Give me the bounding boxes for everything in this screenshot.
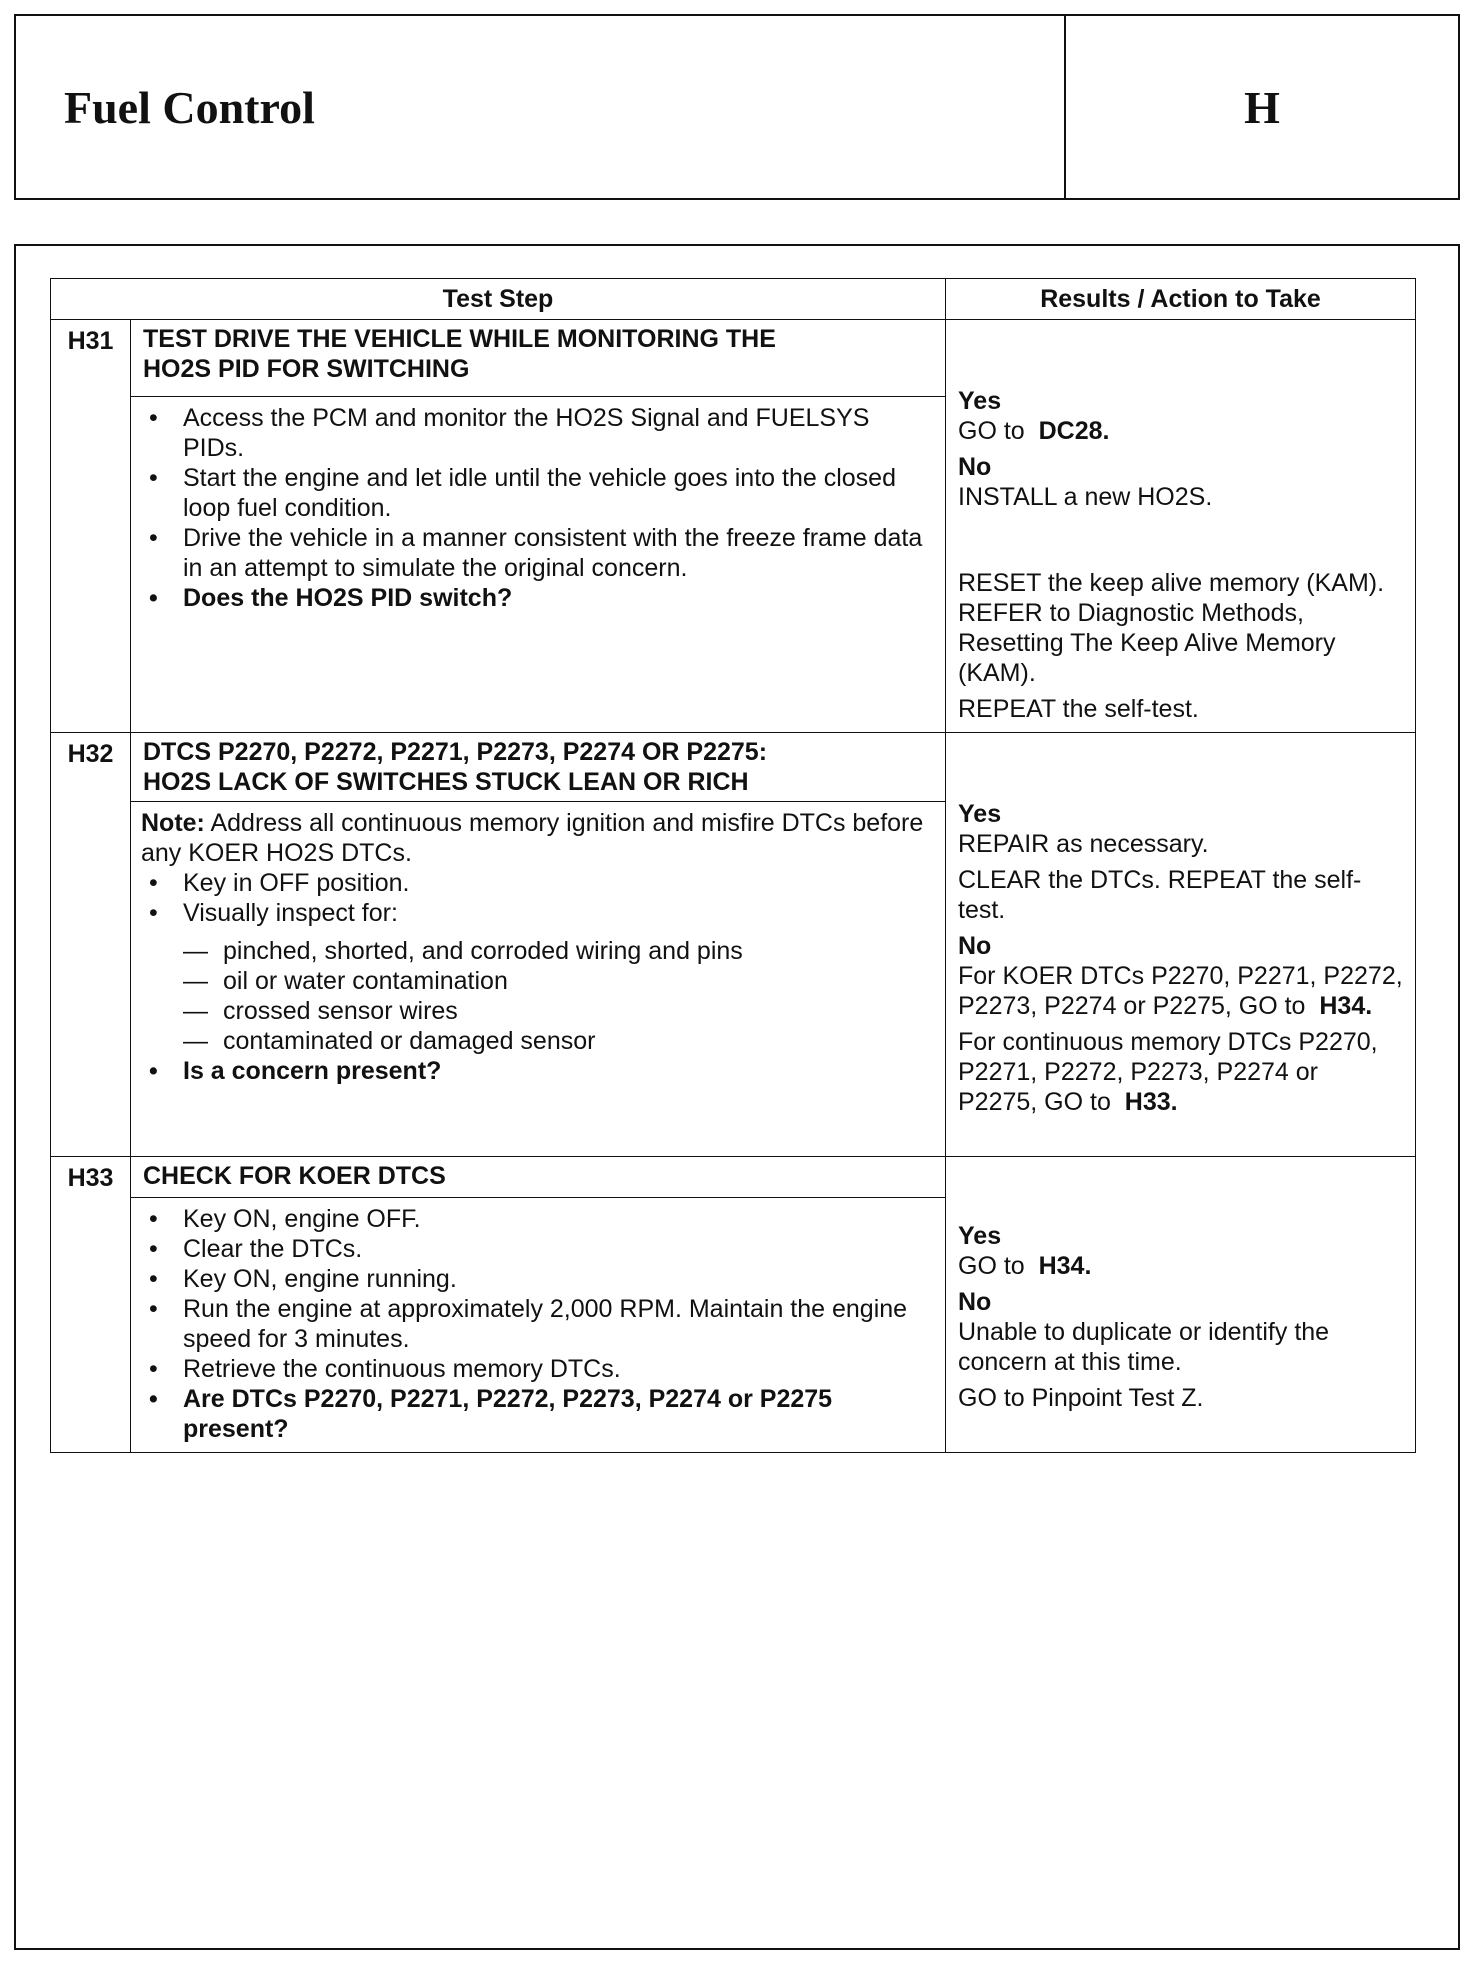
step-id: H33 xyxy=(51,1157,131,1453)
step-bullets xyxy=(141,868,935,928)
page-title: Fuel Control xyxy=(16,16,1066,198)
step-body xyxy=(131,802,946,1157)
yes-label: Yes xyxy=(958,1222,1002,1250)
list-item: • Access the PCM and monitor the HO2S Signal and FUELSYS PIDs. xyxy=(141,403,935,463)
step-title-row xyxy=(51,733,1416,802)
step-question: • Does the HO2S PID switch? xyxy=(141,583,935,613)
yes-action: REPAIR as necessary. xyxy=(958,830,1209,858)
no-action: INSTALL a new HO2S. xyxy=(958,483,1213,511)
step-title: CHECK FOR KOER DTCS xyxy=(131,1157,946,1198)
table-header-row xyxy=(51,279,1416,320)
list-item: — crossed sensor wires xyxy=(141,996,935,1026)
step-body xyxy=(131,397,946,733)
reset-kam-note: RESET the keep alive memory (KAM). REFER to Diagnostic Methods, Resetting The Keep Alive Memory (KAM). xyxy=(958,569,1385,687)
test-step-table xyxy=(50,278,1416,1453)
no-label: No xyxy=(958,932,992,960)
list-item: • Retrieve the continuous memory DTCs. xyxy=(141,1354,935,1384)
yes-label: Yes xyxy=(958,387,1002,415)
step-results xyxy=(946,1157,1416,1453)
step-note: Note: Address all continuous memory ignition and misfire DTCs before any KOER HO2S DTCs. xyxy=(141,809,924,867)
list-item: • Key ON, engine running. xyxy=(141,1264,935,1294)
no-label: No xyxy=(958,1288,992,1316)
list-item: — contaminated or damaged sensor xyxy=(141,1026,935,1056)
step-bullets xyxy=(141,1204,935,1444)
step-id: H31 xyxy=(51,320,131,733)
no-action: Unable to duplicate or identify the concern at this time. xyxy=(958,1318,1330,1376)
step-results xyxy=(946,733,1416,1157)
list-item: • Clear the DTCs. xyxy=(141,1234,935,1264)
step-title: TEST DRIVE THE VEHICLE WHILE MONITORING THE HO2S PID FOR SWITCHING xyxy=(131,320,946,397)
step-title-row xyxy=(51,1157,1416,1198)
list-item: • Start the engine and let idle until the vehicle goes into the closed loop fuel condition. xyxy=(141,463,935,523)
step-id: H32 xyxy=(51,733,131,1157)
repeat-self-test: REPEAT the self-test. xyxy=(958,695,1199,723)
list-item: • Run the engine at approximately 2,000 RPM. Maintain the engine speed for 3 minutes. xyxy=(141,1294,935,1354)
step-body xyxy=(131,1198,946,1453)
list-item: • Visually inspect for: xyxy=(141,898,935,928)
section-letter: H xyxy=(1244,81,1280,133)
list-item: • Drive the vehicle in a manner consistent with the freeze frame data in an attempt to simulate the original concern. xyxy=(141,523,935,583)
no-action: For KOER DTCs P2270, P2271, P2272, P2273, P2274 or P2275, GO to H34. xyxy=(958,962,1403,1020)
list-item: — pinched, shorted, and corroded wiring and pins xyxy=(141,936,935,966)
step-title-row xyxy=(51,320,1416,397)
list-item: • Key ON, engine OFF. xyxy=(141,1204,935,1234)
yes-label: Yes xyxy=(958,800,1002,828)
no-label: No xyxy=(958,453,992,481)
yes-action: GO to DC28. xyxy=(958,417,1110,445)
step-title: DTCS P2270, P2272, P2271, P2273, P2274 OR P2275: HO2S LACK OF SWITCHES STUCK LEAN OR RICH xyxy=(131,733,946,802)
test-step-header: Test Step xyxy=(51,279,946,320)
page-header xyxy=(14,14,1460,200)
list-item: — oil or water contamination xyxy=(141,966,935,996)
step-bullets xyxy=(141,403,935,613)
inspect-list xyxy=(141,936,935,1056)
pinpoint-action: GO to Pinpoint Test Z. xyxy=(958,1384,1204,1412)
no-action-continuous: For continuous memory DTCs P2270, P2271, P2272, P2273, P2274 or P2275, GO to H33. xyxy=(958,1028,1378,1116)
step-question: • Are DTCs P2270, P2271, P2272, P2273, P2274 or P2275 present? xyxy=(141,1384,935,1444)
step-results xyxy=(946,320,1416,733)
yes-action: GO to H34. xyxy=(958,1252,1092,1280)
results-header: Results / Action to Take xyxy=(946,279,1416,320)
step-question: • Is a concern present? xyxy=(141,1056,935,1086)
list-item: • Key in OFF position. xyxy=(141,868,935,898)
content-frame xyxy=(14,244,1460,1950)
clear-dtcs-action: CLEAR the DTCs. REPEAT the self-test. xyxy=(958,866,1362,924)
